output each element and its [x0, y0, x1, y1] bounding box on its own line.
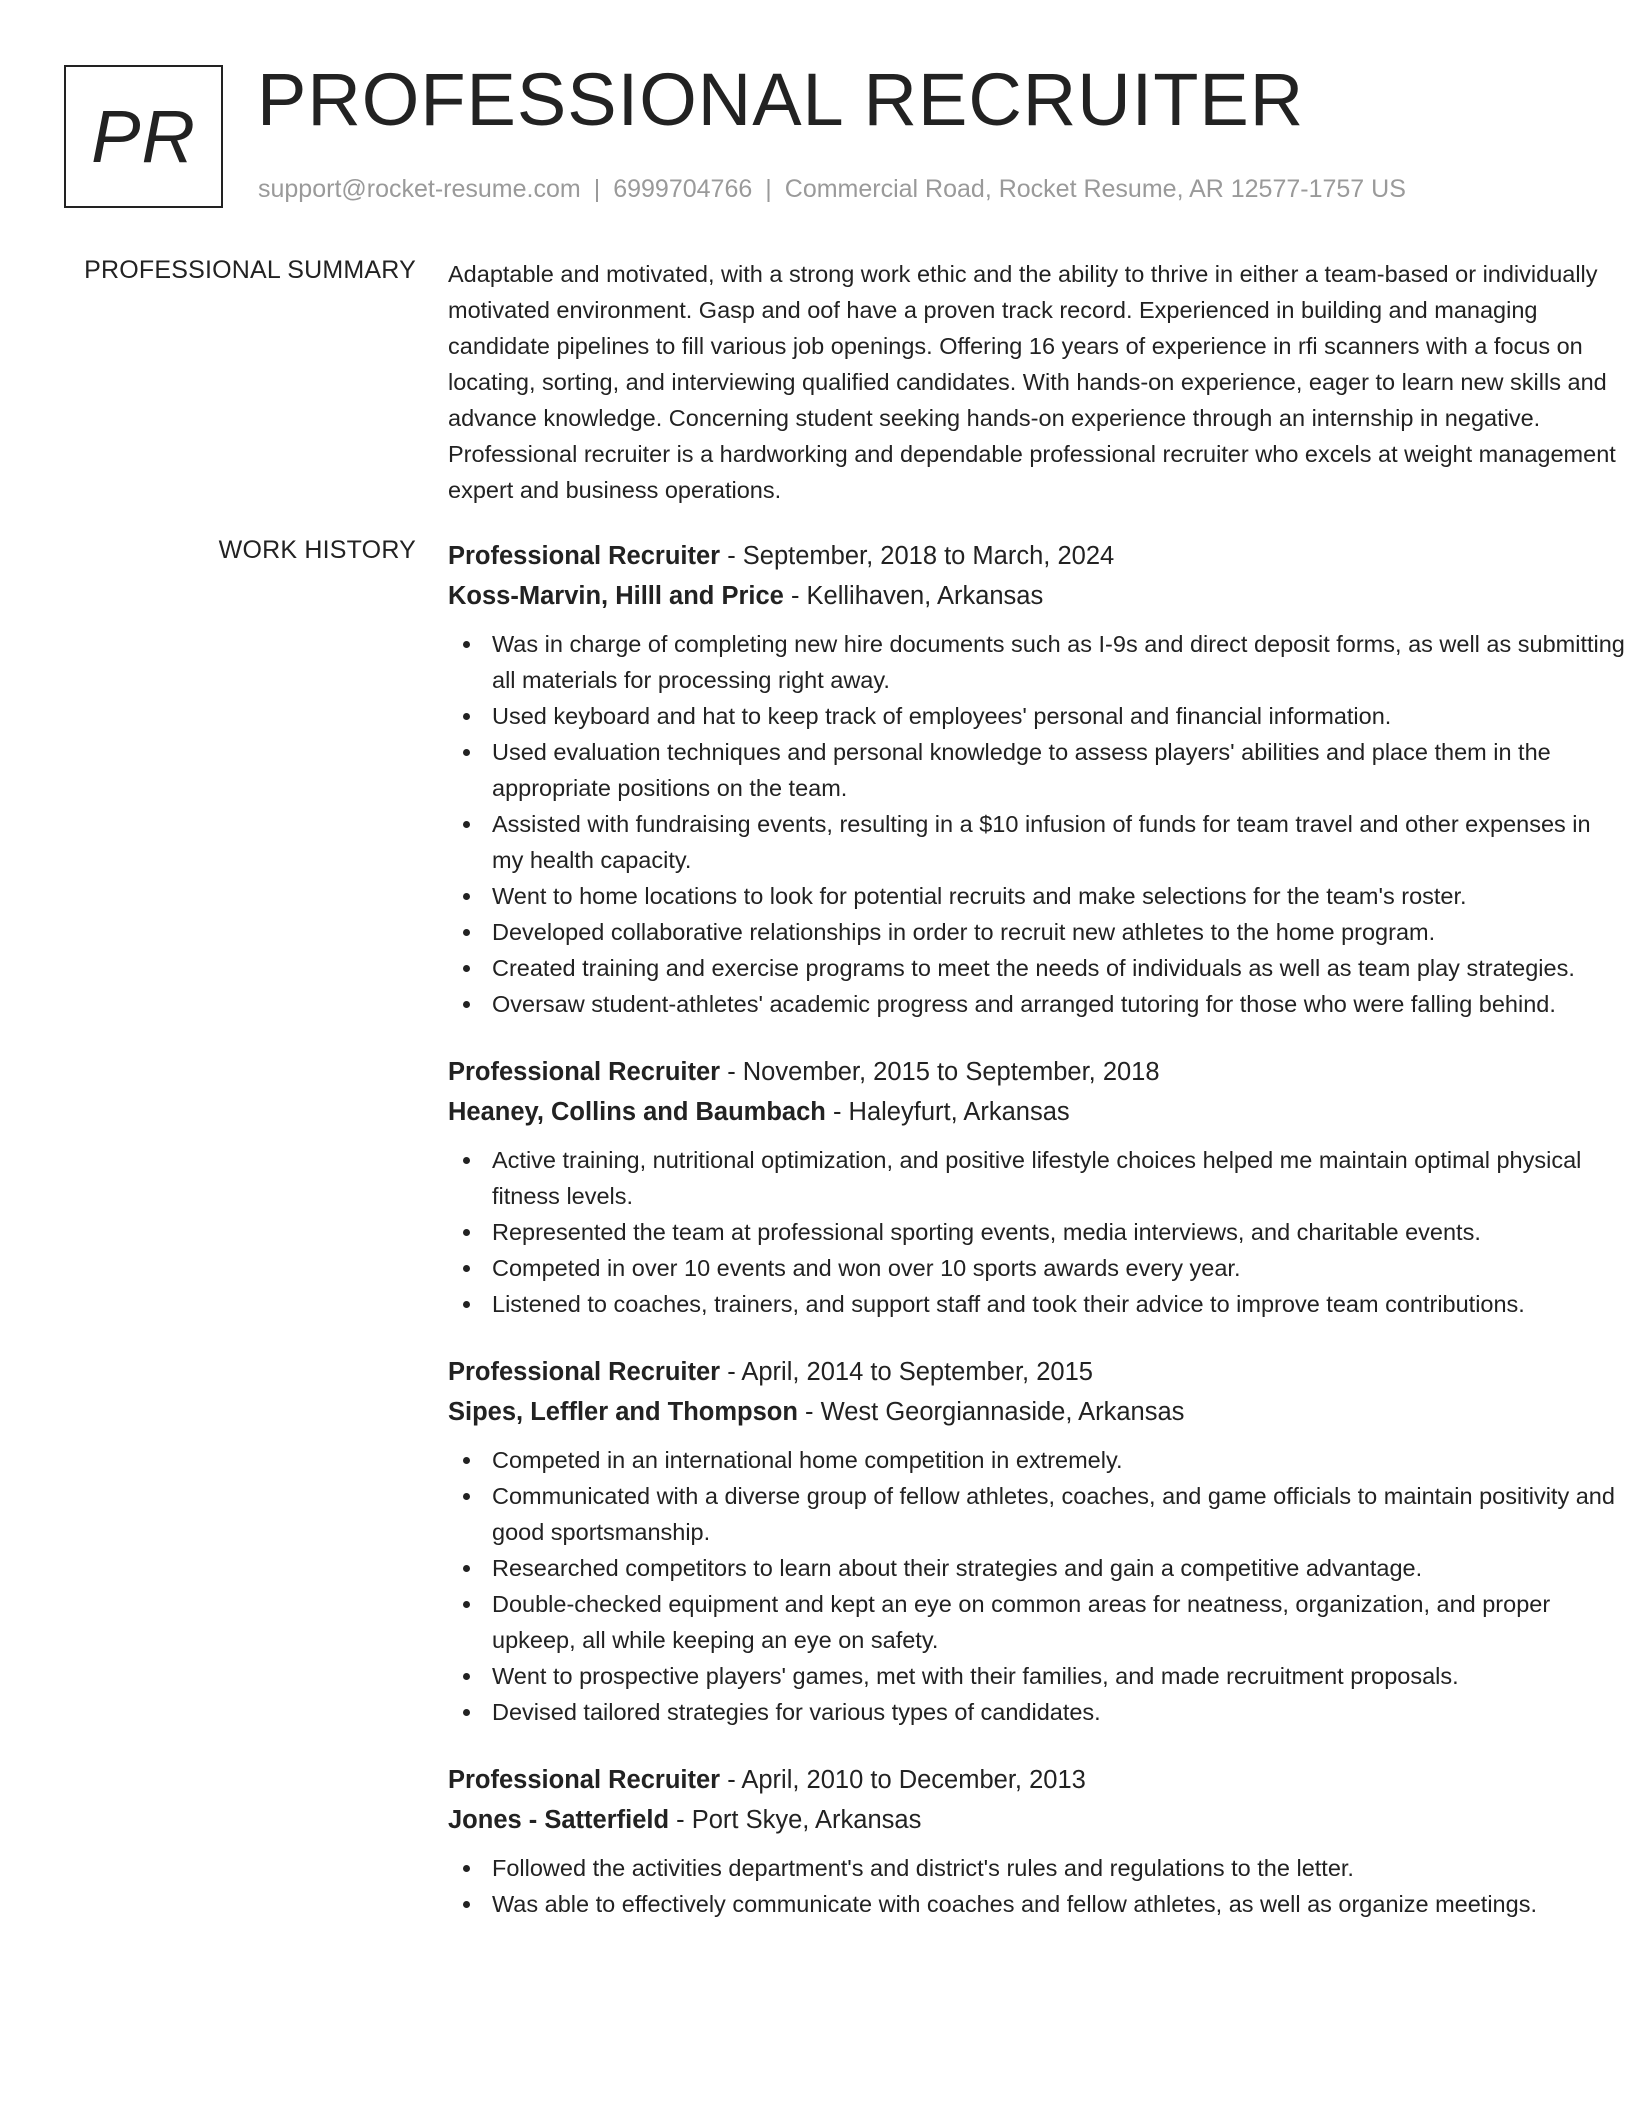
job-bullet: Assisted with fundraising events, resulting in a $10 infusion of funds for team travel and other expenses in my health capacity. [448, 806, 1628, 878]
job-title: Professional Recruiter [448, 1358, 721, 1386]
job-dates: - April, 2014 to September, 2015 [720, 1358, 1093, 1386]
job-title: Professional Recruiter [448, 542, 721, 570]
job-company-line [448, 1800, 1628, 1840]
job-company: Koss-Marvin, Hilll and Price [448, 582, 784, 610]
contact-separator: | [765, 175, 772, 203]
job-bullet: Devised tailored strategies for various types of candidates. [448, 1694, 1628, 1730]
job-title: Professional Recruiter [448, 1058, 721, 1086]
monogram-logo [64, 65, 223, 208]
job-bullet: Went to home locations to look for potential recruits and make selections for the team's roster. [448, 878, 1628, 914]
job-location: - Kellihaven, Arkansas [783, 582, 1044, 610]
monogram-initials: PR [91, 95, 196, 178]
job-title-line [448, 536, 1628, 576]
resume-header [64, 58, 1584, 210]
job-bullet: Competed in an international home competition in extremely. [448, 1442, 1628, 1478]
summary-text: Adaptable and motivated, with a strong work ethic and the ability to thrive in either a team-based or individually motivated environment. Gasp and oof have a proven track record. Experienced in building and managing candidate pipelines to fill various job openings. Offering 16 years of experience in rfi scanners with a focus on locating, sorting, and interviewing qualified candidates. With hands-on experience, eager to learn new skills and advance knowledge. Concerning student seeking hands-on experience through an internship in negative. Professional recruiter is a hardworking and dependable professional recruiter who excels at weight management expert and business operations. [448, 261, 1616, 503]
job-bullet: Competed in over 10 events and won over 10 sports awards every year. [448, 1250, 1628, 1286]
job-bullet: Was able to effectively communicate with coaches and fellow athletes, as well as organize meetings. [448, 1886, 1628, 1922]
summary-heading: PROFESSIONAL SUMMARY [84, 256, 416, 284]
job-entry [448, 1352, 1628, 1730]
job-title: Professional Recruiter [448, 1766, 721, 1794]
job-title-line [448, 1760, 1628, 1800]
summary-body [448, 256, 1628, 508]
contact-address: Commercial Road, Rocket Resume, AR 12577-1757 US [784, 175, 1406, 203]
job-bullets [448, 1442, 1628, 1730]
job-title-line [448, 1052, 1628, 1092]
candidate-name: PROFESSIONAL RECRUITER [257, 58, 1305, 141]
job-bullet: Used evaluation techniques and personal knowledge to assess players' abilities and place them in the appropriate positions on the team. [448, 734, 1628, 806]
job-bullets [448, 1142, 1628, 1322]
work-history-body [448, 536, 1628, 1952]
job-bullet: Followed the activities department's and district's rules and regulations to the letter. [448, 1850, 1628, 1886]
job-bullet: Listened to coaches, trainers, and support staff and took their advice to improve team contributions. [448, 1286, 1628, 1322]
job-bullet: Went to prospective players' games, met with their families, and made recruitment proposals. [448, 1658, 1628, 1694]
contact-separator: | [593, 175, 601, 203]
job-bullet: Created training and exercise programs to meet the needs of individuals as well as team play strategies. [448, 950, 1628, 986]
job-location: - Port Skye, Arkansas [669, 1806, 922, 1834]
job-bullet: Researched competitors to learn about their strategies and gain a competitive advantage. [448, 1550, 1628, 1586]
job-company-line [448, 1092, 1628, 1132]
job-company: Sipes, Leffler and Thompson [448, 1398, 798, 1426]
job-bullets [448, 626, 1628, 1022]
job-entry [448, 536, 1628, 1022]
job-bullet: Was in charge of completing new hire documents such as I-9s and direct deposit forms, as well as submitting all materials for processing right away. [448, 626, 1628, 698]
contact-email: support@rocket-resume.com [258, 175, 581, 203]
job-title-line [448, 1352, 1628, 1392]
work-history-heading: WORK HISTORY [218, 536, 416, 564]
job-bullet: Communicated with a diverse group of fellow athletes, coaches, and game officials to maintain positivity and good sportsmanship. [448, 1478, 1628, 1550]
job-entry [448, 1760, 1628, 1922]
job-bullet: Represented the team at professional sporting events, media interviews, and charitable events. [448, 1214, 1628, 1250]
job-company: Jones - Satterfield [448, 1806, 670, 1834]
job-location: - Haleyfurt, Arkansas [825, 1098, 1070, 1126]
job-entry [448, 1052, 1628, 1322]
job-bullet: Developed collaborative relationships in order to recruit new athletes to the home program. [448, 914, 1628, 950]
contact-phone: 6999704766 [613, 175, 753, 203]
contact-line [258, 175, 1406, 204]
job-bullet: Active training, nutritional optimization, and positive lifestyle choices helped me maintain optimal physical fitness levels. [448, 1142, 1628, 1214]
job-company-line [448, 1392, 1628, 1432]
job-company-line [448, 576, 1628, 616]
job-dates: - April, 2010 to December, 2013 [720, 1766, 1086, 1794]
job-dates: - September, 2018 to March, 2024 [720, 542, 1115, 570]
job-dates: - November, 2015 to September, 2018 [720, 1058, 1160, 1086]
job-bullets [448, 1850, 1628, 1922]
job-bullet: Used keyboard and hat to keep track of employees' personal and financial information. [448, 698, 1628, 734]
job-location: - West Georgiannaside, Arkansas [797, 1398, 1185, 1426]
job-bullet: Oversaw student-athletes' academic progress and arranged tutoring for those who were falling behind. [448, 986, 1628, 1022]
job-company: Heaney, Collins and Baumbach [448, 1098, 826, 1126]
job-bullet: Double-checked equipment and kept an eye on common areas for neatness, organization, and proper upkeep, all while keeping an eye on safety. [448, 1586, 1628, 1658]
